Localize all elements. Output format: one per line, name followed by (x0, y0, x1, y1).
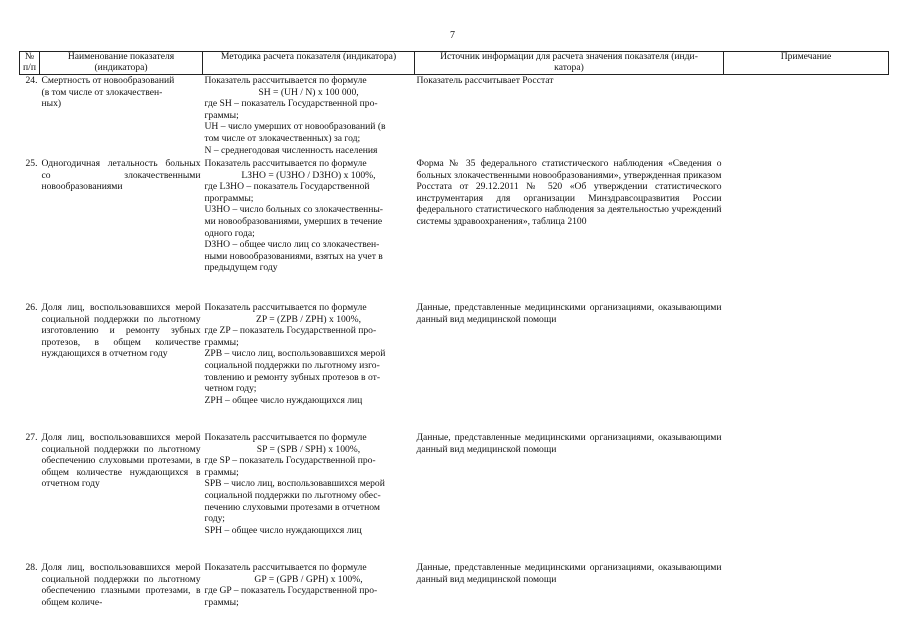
header-method: Методика расчета показателя (индикатора) (203, 52, 415, 75)
row-number: 27. (25, 432, 38, 443)
page-number: 7 (450, 30, 455, 41)
table-row (20, 158, 889, 302)
source-cell: Данные, представленные медицинскими организациями, оказывающими данный вид медицинской помощи (416, 432, 722, 455)
table-row (20, 432, 889, 562)
header-num: № п/п (20, 52, 40, 75)
indicator-name: Доля лиц, воспользовавшихся мерой социальной поддержки по льготному изготовлению и ремонту зубных протезов, в общем количестве нуждающихся в отчетном году (41, 302, 201, 360)
header-note: Примечание (724, 52, 889, 75)
method-cell: Показатель рассчитывается по формуле LЗНО = (UЗНО / DЗНО) x 100%, где LЗНО – показатель Государственной программы; UЗНО – число больных со злокачественны- ми новообразованиями, умерших в течение одного года; DЗНО – общее число лиц со злокачествен- ными новообразованиями, взятых на учет в предыдущем году (204, 158, 384, 274)
header-name: Наименование показателя (индикатора) (40, 52, 203, 75)
row-number: 28. (25, 562, 38, 573)
indicator-name: Доля лиц, воспользовавшихся мерой социальной поддержки по льготному обеспечению слуховыми протезами, в общем количестве нуждающихся в отчетном году (41, 432, 201, 490)
indicators-table (19, 51, 889, 622)
header-source: Источник информации для расчета значения показателя (инди- катора) (415, 52, 724, 75)
source-cell: Данные, представленные медицинскими организациями, оказывающими данный вид медицинской помощи (416, 562, 722, 585)
method-cell: Показатель рассчитывается по формуле GP = (GPВ / GPН) x 100%, где GP – показатель Государственной про- граммы; (204, 562, 378, 608)
table-row (20, 302, 889, 432)
source-cell: Форма № 35 федерального статистического наблюдения «Сведения о больных злокачественными новообразованиями», утвержденная приказом Росстата от 29.12.2011 № 520 «Об утверждении статистического инструментария для организации Минздравсоцразвития России федерального статистического наблюдения за деятельностью учреждений системы здравоохранения», таблица 2100 (416, 158, 722, 227)
note-cell (724, 75, 889, 159)
note-cell (724, 432, 889, 562)
method-cell: Показатель рассчитывается по формуле SН = (UН / N) x 100 000, где SН – показатель Государственной про- граммы; UН – число умерших от новообразований (в том числе от злокачественных) за год; N – среднегодовая численность населения (204, 75, 386, 156)
row-number: 26. (25, 302, 38, 313)
note-cell (724, 562, 889, 622)
indicator-name: Смертность от новообразований (в том числе от злокачествен- ных) (41, 75, 175, 110)
row-number: 24. (25, 75, 38, 86)
method-cell: Показатель рассчитывается по формуле SP = (SPВ / SPН) x 100%, где SP – показатель Государственной про- граммы; SPВ – число лиц, воспользовавшихся мерой социальной поддержки по льготному обес- печению слуховыми протезами в отчетном году; SPН – общее число нуждающихся лиц (204, 432, 385, 536)
source-cell: Данные, представленные медицинскими организациями, оказывающими данный вид медицинской помощи (416, 302, 722, 325)
table-row (20, 75, 889, 159)
note-cell (724, 158, 889, 302)
table-row (20, 562, 889, 622)
indicator-name: Доля лиц, воспользовавшихся мерой социальной поддержки по льготному обеспечению глазными протезами, в общем количе- (41, 562, 201, 608)
indicator-name: Одногодичная летальность больных со злокачественными новообразованиями (41, 158, 201, 193)
source-cell: Показатель рассчитывает Росстат (416, 75, 554, 86)
table-header-row (20, 52, 889, 75)
row-number: 25. (25, 158, 38, 169)
note-cell (724, 302, 889, 432)
method-cell: Показатель рассчитывается по формуле ZP = (ZPВ / ZPН) x 100%, где ZP – показатель Государственной про- граммы; ZPВ – число лиц, воспользовавшихся мерой социальной поддержки по льготному изго- товлению и ремонту зубных протезов в от- четном году; ZPН – общее число нуждающихся лиц (204, 302, 386, 406)
